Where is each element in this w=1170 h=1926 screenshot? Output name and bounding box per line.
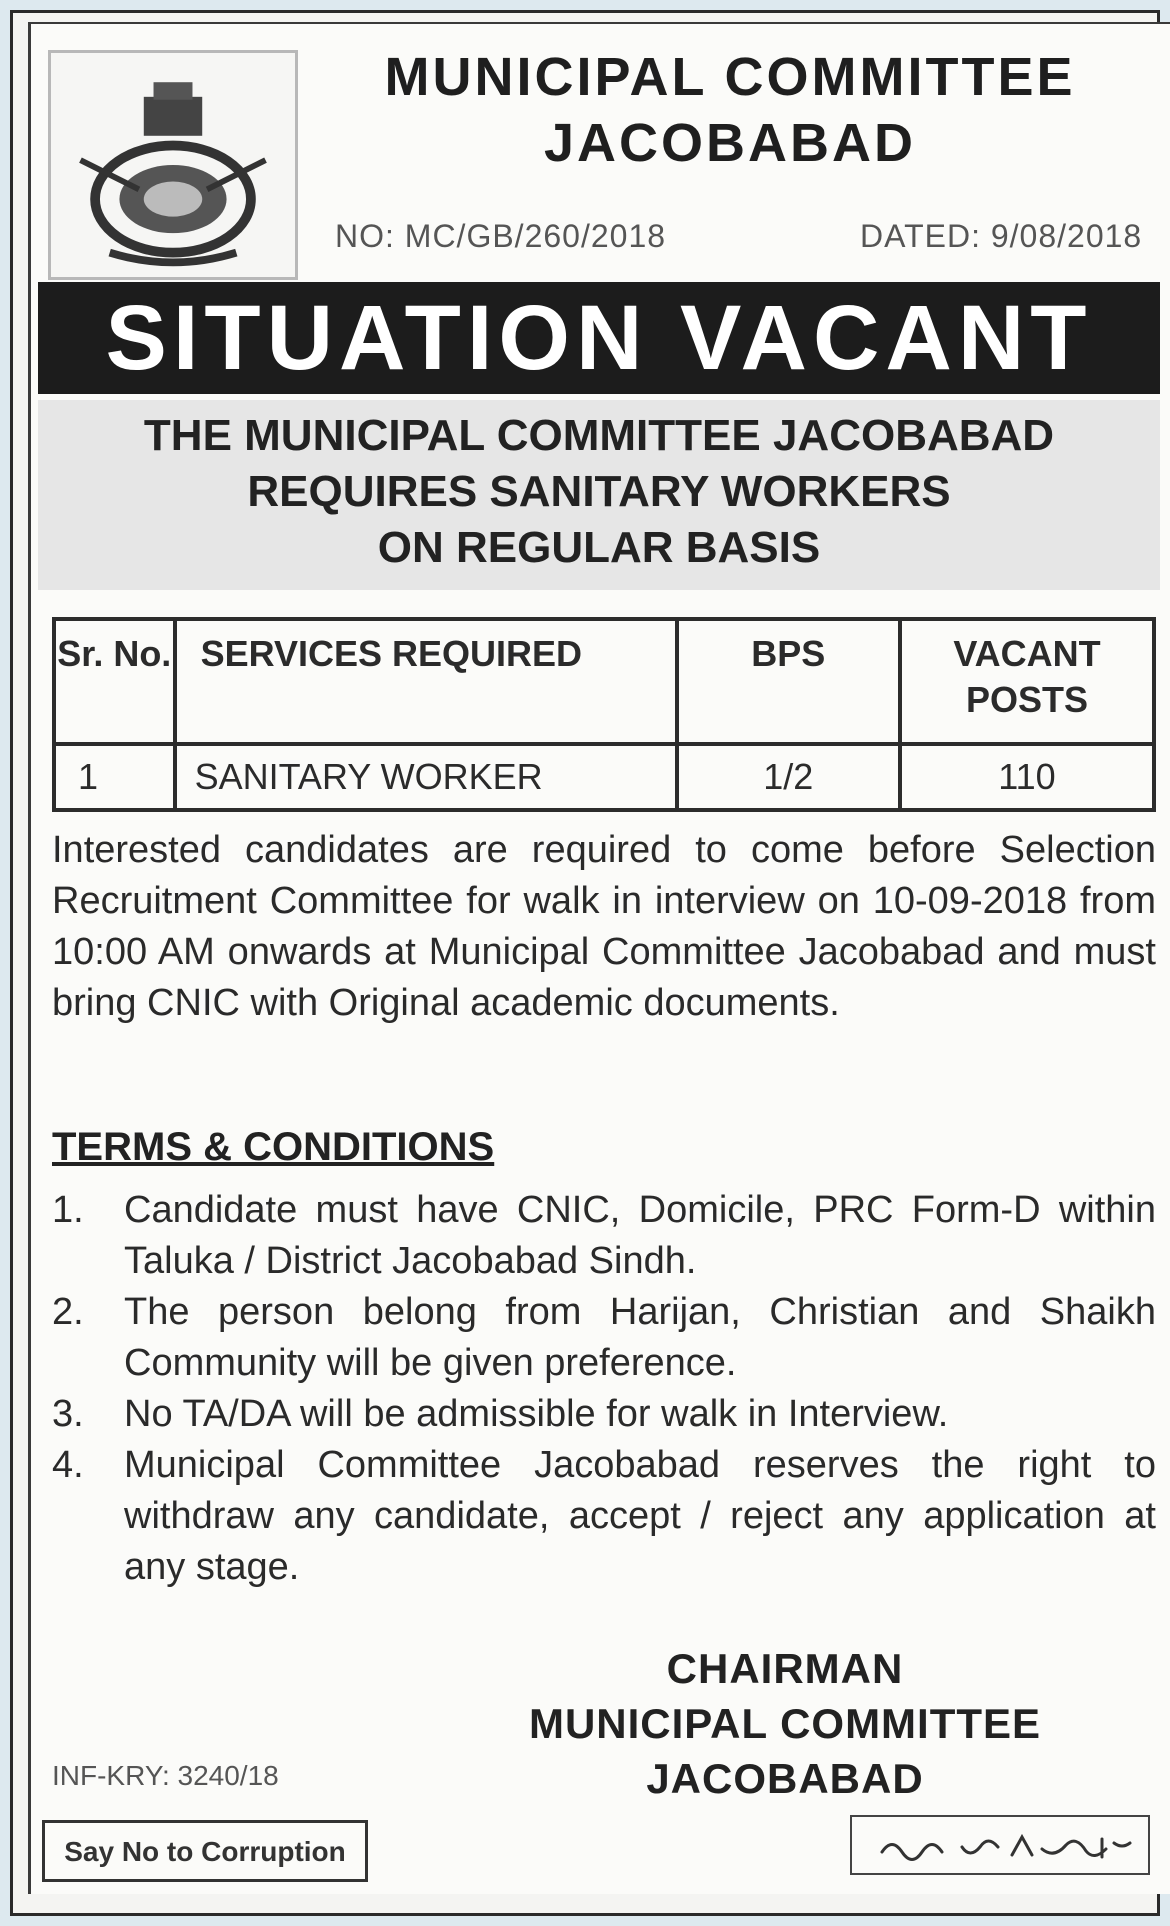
anti-corruption-slogan: Say No to Corruption — [42, 1820, 368, 1882]
dated-text: DATED: 9/08/2018 — [860, 218, 1143, 254]
signatory-title: CHAIRMAN — [666, 1645, 904, 1692]
signatory-org: MUNICIPAL COMMITTEE — [528, 1700, 1042, 1747]
list-item — [52, 1389, 1156, 1440]
subheading-line1: THE MUNICIPAL COMMITTEE JACOBABAD — [143, 411, 1055, 460]
terms-list — [52, 1185, 1156, 1593]
table-row — [54, 744, 1154, 810]
terms-title: TERMS & CONDITIONS — [52, 1125, 495, 1169]
intro-paragraph: Interested candidates are required to come before Selection Recruitment Committee for walk in interview on 10-09-2018 from 10:00 AM onwards at Municipal Committee Jacobabad and must bring CNIC with Original academic documents. — [52, 829, 1156, 1024]
vacancy-table — [52, 617, 1156, 812]
urdu-slogan-box — [850, 1815, 1150, 1875]
cell-vacant-posts: 110 — [900, 744, 1154, 810]
cell-sr-no: 1 — [54, 744, 175, 810]
cell-bps: 1/2 — [677, 744, 900, 810]
subheading-block — [38, 400, 1160, 590]
column-header-services: SERVICES REQUIRED — [175, 619, 677, 744]
subheading-line2: REQUIRES SANITARY WORKERS — [247, 467, 951, 516]
inf-reference: INF-KRY: 3240/18 — [52, 1760, 279, 1791]
page-title-line2: JACOBABAD — [543, 113, 916, 173]
reference-number: NO: MC/GB/260/2018 — [335, 218, 667, 254]
urdu-slogan-script-icon — [852, 1817, 1152, 1877]
cell-service: SANITARY WORKER — [175, 744, 677, 810]
term-number: 1. — [52, 1189, 84, 1231]
column-header-sr-no: Sr. No. — [54, 619, 175, 744]
term-text: Municipal Committee Jacobabad reserves the right to withdraw any candidate, accept / reject any application at any stage. — [124, 1444, 1156, 1588]
municipal-emblem-logo — [48, 50, 298, 280]
emblem-icon — [51, 53, 295, 277]
situation-vacant-banner: SITUATION VACANT — [38, 282, 1160, 394]
term-number: 2. — [52, 1291, 84, 1333]
term-text: The person belong from Harijan, Christian and Shaikh Community will be given preference. — [124, 1291, 1156, 1384]
column-header-bps: BPS — [677, 619, 900, 744]
subheading-line3: ON REGULAR BASIS — [377, 523, 821, 572]
signatory-city: JACOBABAD — [646, 1755, 924, 1802]
term-text: Candidate must have CNIC, Domicile, PRC Form-D within Taluka / District Jacobabad Sindh. — [124, 1189, 1156, 1282]
list-item — [52, 1287, 1156, 1389]
page-title-line1: MUNICIPAL COMMITTEE — [384, 47, 1076, 107]
table-header-row — [54, 619, 1154, 744]
term-number: 4. — [52, 1444, 84, 1486]
term-number: 3. — [52, 1393, 84, 1435]
term-text: No TA/DA will be admissible for walk in Interview. — [124, 1393, 949, 1435]
column-header-vacant-posts: VACANT POSTS — [900, 619, 1154, 744]
list-item — [52, 1185, 1156, 1287]
list-item — [52, 1440, 1156, 1593]
